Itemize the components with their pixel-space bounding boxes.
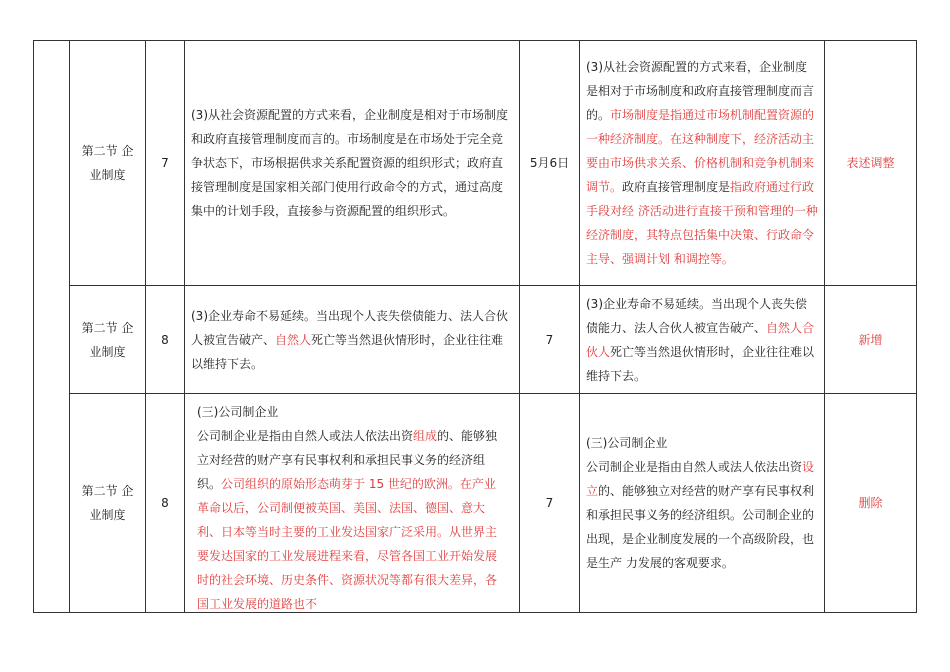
- date-cell: 5月6日: [520, 41, 580, 286]
- revision-table: [33, 40, 917, 613]
- revised-text-cell: [580, 41, 825, 286]
- text-segment: (三)公司制企业 公司制企业是指由自然人或法人依法出资: [197, 405, 414, 443]
- text-segment: 的、能够独立对经营的财产享有民事权利 和承担民事义务的经济组织。公司制企业的出现，是企业制度发展的一个高级阶段，也是生产 力发展的客观要求。: [586, 484, 818, 570]
- highlighted-text: 自然人合伙人: [586, 320, 815, 359]
- page-number-cell: 8: [146, 286, 185, 394]
- highlighted-text: 公司组织的原始形态萌芽于 15 世纪的欧洲。在产业革命以后，公司制便被英国、美国、法国、德国、意大利、日本等当时主要的工业发达国家广泛采用。从世界主要发达国家的工业发展进程来看，尽管各国工业开始发展时的社会环境、历史条件、资源状况等都有很大差异，各国工业发展的道路也不: [197, 477, 498, 611]
- text-segment: 的、能够独立对经营的财产享有民事权利和承担民事义务的经济组织。: [197, 429, 498, 491]
- change-type-cell: 删除: [825, 394, 917, 613]
- text-segment: (3)从社会资源配置的方式来看，企业制度是相对于市场制度和政府直接管理制度而言的。市场制度是在市场处于完全竞争状态下，市场根据供求关系配置资源的组织形式；政府直接管理制度是国家相关部门使用行政命令的方式，通过高度集中的计划手段，直接参与资源配置的组织形式。: [191, 108, 509, 218]
- table-row: [34, 286, 917, 394]
- table-row: [34, 394, 917, 613]
- change-type-cell: 新增: [825, 286, 917, 394]
- date-cell: 7: [520, 286, 580, 394]
- highlighted-text: 指政府通过行政手段对经 济活动进行直接干预和管理的一种经济制度，其特点包括集中决策、行政命令主导、强调计划 和调控等。: [586, 180, 818, 266]
- date-cell: 7: [520, 394, 580, 613]
- blank-column-cell: [34, 41, 70, 613]
- highlighted-text: 组成: [413, 429, 438, 443]
- highlighted-text: 自然人: [275, 332, 312, 347]
- section-cell: 第二节 企业制度: [70, 394, 146, 613]
- revised-text-cell: [580, 286, 825, 394]
- text-segment: (三)公司制企业 公司制企业是指由自然人或法人依法出资: [586, 436, 803, 474]
- original-text-cell: [185, 41, 520, 286]
- page-number-cell: 8: [146, 394, 185, 613]
- highlighted-text: 市场制度是指通过市场机制配置资源的一种经济制度。在这种制度下，经济活动主要由市场供求关系、价格机制和竞争机制来调节。: [586, 108, 815, 194]
- original-text-cell: [185, 394, 520, 613]
- text-segment: 死亡等当然退伙情形时，企业往往难以维持下去。: [586, 344, 815, 383]
- text-segment: 政府直接管理制度是: [622, 180, 731, 194]
- text-segment: (3)从社会资源配置的方式来看，企业制度是相对于市场制度和政府直接管理制度而言 的。: [586, 60, 818, 122]
- text-segment: (3)企业寿命不易延续。当出现个人丧失偿债能力、法人合伙人被宣告破产、: [191, 308, 509, 347]
- revised-text-cell: [580, 394, 825, 613]
- table-row: [34, 41, 917, 286]
- text-segment: 死亡等当然退伙情形时，企业往往难以维持下去。: [191, 332, 504, 371]
- page-number-cell: 7: [146, 41, 185, 286]
- text-segment: (3)企业寿命不易延续。当出现个人丧失偿债能力、法人合伙人被宣告破产、: [586, 296, 807, 335]
- highlighted-text: 设立: [586, 460, 815, 498]
- change-type-cell: 表述调整: [825, 41, 917, 286]
- original-text-cell: [185, 286, 520, 394]
- section-cell: 第二节 企业制度: [70, 286, 146, 394]
- section-cell: 第二节 企业制度: [70, 41, 146, 286]
